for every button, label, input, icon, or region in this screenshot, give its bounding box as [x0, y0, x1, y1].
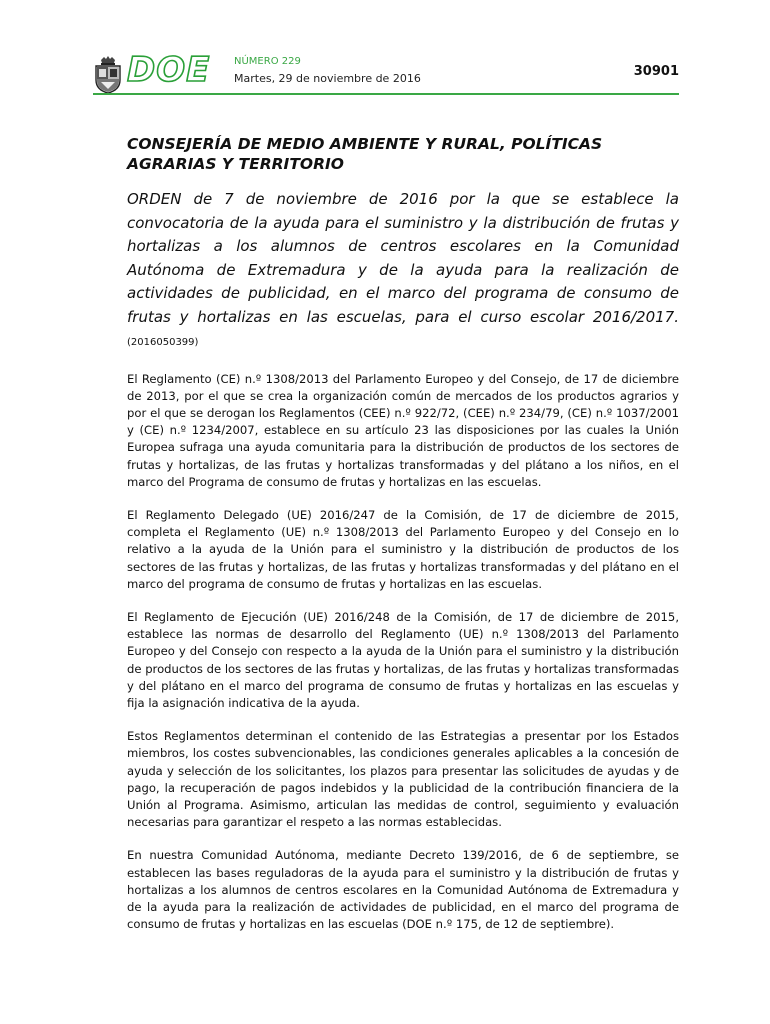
paragraph: El Reglamento Delegado (UE) 2016/247 de la Comisión, de 17 de diciembre de 2015, completa el Reglamento (UE) n.º 1308/2013 del Parlamento Europeo y del Consejo en lo relativo a la ayuda de la Unión para el suministro y la distribución de productos de los sectores de las frutas y hortalizas, de las frutas y hortalizas transformadas y del plátano en el marco del programa de consumo de frutas y hortalizas en las escuelas.	[127, 507, 679, 591]
issue-number: NÚMERO 229	[234, 56, 301, 67]
page-number: 30901	[633, 64, 679, 79]
issue-date: Martes, 29 de noviembre de 2016	[234, 72, 421, 85]
paragraph: El Reglamento (CE) n.º 1308/2013 del Parlamento Europeo y del Consejo, de 17 de diciembre de 2013, por el que se crea la organización común de mercados de los productos agrarios y por el que se derogan los Reglamentos (CEE) n.º 922/72, (CEE) n.º 234/79, (CE) n.º 1037/2001 y (CE) n.º 1234/2007, establece en su artículo 23 las disposiciones por las cuales la Unión Europea sufraga una ayuda comunitaria para la distribución de productos de los sectores de frutas y hortalizas, de las frutas y hortalizas transformadas y del plátano a los niños, en el marco del Programa de consumo de frutas y hortalizas en las escuelas.	[127, 371, 679, 489]
paragraph: El Reglamento de Ejecución (UE) 2016/248 de la Comisión, de 17 de diciembre de 2015, establece las normas de desarrollo del Reglamento (UE) n.º 1308/2013 del Parlamento Europeo y del Consejo con respecto a la ayuda de la Unión para el suministro y la distribución de productos de los sectores de las frutas y hortalizas, de las frutas y hortalizas transformadas y del plátano en el marco del programa de consumo de frutas y hortalizas en las escuelas y fija la asignación indicativa de la ayuda.	[127, 609, 679, 710]
header-divider	[93, 93, 679, 95]
department-heading: CONSEJERÍA DE MEDIO AMBIENTE Y RURAL, POLÍTICAS AGRARIAS Y TERRITORIO	[127, 135, 603, 173]
page-header	[93, 52, 679, 96]
paragraph: En nuestra Comunidad Autónoma, mediante Decreto 139/2016, de 6 de septiembre, se establecen las bases reguladoras de la ayuda para el suministro y la distribución de frutas y hortalizas a los alumnos de centros escolares en la Comunidad Autónoma de Extremadura y de la ayuda para la realización de actividades de publicidad, en el marco del programa de consumo de frutas y hortalizas en las escuelas (DOE n.º 175, de 12 de septiembre).	[127, 848, 679, 932]
coat-of-arms-icon	[93, 56, 123, 94]
order-title-text: ORDEN de 7 de noviembre de 2016 por la que se establece la convocatoria de la ayuda para el suministro y la distribución de frutas y hortalizas a los alumnos de centros escolares en la Comunidad Autónoma de Extremadura y de la ayuda para la realización de actividades de publicidad, en el marco del programa de consumo de frutas y hortalizas en las escuelas, para el curso escolar 2016/2017.	[127, 190, 679, 326]
doe-logo: DOE	[127, 50, 211, 90]
document-body	[127, 134, 679, 949]
order-code: (2016050399)	[127, 337, 199, 348]
paragraph: Estos Reglamentos determinan el contenido de las Estrategias a presentar por los Estados miembros, los costes subvencionables, las condiciones generales aplicables a la concesión de ayuda y selección de los solicitantes, los plazos para presentar las solicitudes de ayudas y de pago, la recuperación de pagos indebidos y la publicidad de la contribución financiera de la Unión al Programa. Asimismo, articulan las medidas de control, seguimiento y evaluación necesarias para garantizar el respeto a las normas establecidas.	[127, 729, 679, 830]
order-title	[127, 188, 679, 355]
